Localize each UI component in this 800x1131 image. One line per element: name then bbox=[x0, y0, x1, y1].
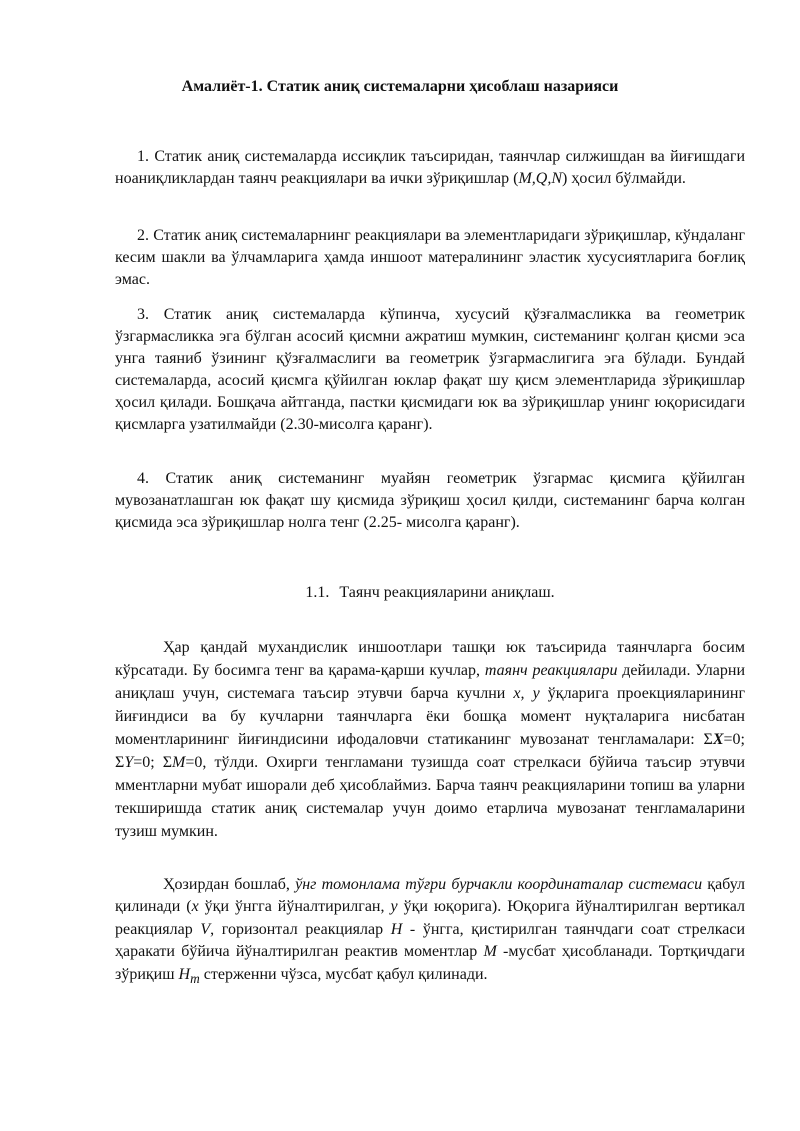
paragraph-3-text: 3. Статик аниқ системаларда кўпинча, хусусий қўзғалмасликка ва геометрик ўзгармасликка эга бўлган асосий қисмни ажратиш мумкин, системанинг қолган қисми эса унга таяниб ўзининг қўзғалмаслиги ва геометрик ўзгармаслигига эга бўлади. Бундай системаларда, асосий қисмга қўйилган юклар фақат шу қисм элементларида зўриқишлар ҳосил қилади. Бошқача айтганда, пастки қисмидаги юк ва зўриқишлар унинг юқорисидаги қисмларга узатилмайди (2.30-мисолга қаранг). bbox=[115, 306, 745, 433]
paragraph-3 bbox=[115, 304, 745, 436]
paragraph-6-text-b: қабул қилинади ( bbox=[115, 876, 745, 916]
section-subheading bbox=[0, 582, 800, 604]
axis-y: y bbox=[390, 898, 398, 916]
subheading-text: Таянч реакцияларини аниқлаш. bbox=[339, 584, 555, 601]
paragraph-5 bbox=[115, 636, 745, 843]
paragraph-1-text: 1. Статик аниқ системаларда иссиқлик таъсиридан, таянчлар силжишдан ва йиғишдаги ноаниқликлардан таянч реакциялари ва ички зўриқишлар ( bbox=[115, 148, 745, 187]
paragraph-5-text-b: дейилади. Уларни аниқлаш учун, системага таъсир этувчи барча кучлни bbox=[115, 662, 746, 702]
paragraph-6-text-d: ўқи юқорига). Юқорига йўналтирилган вертикал реакциялар bbox=[115, 898, 746, 938]
equation-y: Y bbox=[124, 754, 134, 771]
symbol-m: M bbox=[483, 943, 497, 961]
paragraph-5-text-d: =0; Σ bbox=[115, 731, 745, 771]
paragraph-6-text-c: ўқи ўнгга йўналтирилган, bbox=[198, 898, 391, 916]
symbol-h: H bbox=[390, 920, 403, 938]
paragraph-6-term: ўнг томонлама тўғри бурчакли координаталар системаси bbox=[295, 876, 703, 893]
paragraph-2-text: 2. Статик аниқ системаларнинг реакциялари ва элементларидаги зўриқишлар, кўндаланг кесим шакли ва ўлчамларига ҳамда иншоот матералининг эластик хусусиятларига боғлиқ эмас. bbox=[115, 227, 745, 288]
subheading-number: 1.1. bbox=[305, 584, 330, 601]
paragraph-1 bbox=[115, 146, 745, 190]
paragraph-2 bbox=[115, 225, 745, 291]
symbol-hm-subscript: m bbox=[190, 970, 200, 986]
paragraph-4 bbox=[115, 468, 745, 534]
axis-x: x bbox=[191, 898, 199, 916]
paragraph-5-axes: x, y bbox=[513, 685, 540, 702]
paragraph-6-text-h: стерженни чўзса, мусбат қабул қилинади. bbox=[199, 965, 488, 983]
paragraph-5-text-a: Ҳар қандай мухандислик иншоотлари ташқи юк таъсирида таянчларга босим кўрсатади. Бу босимга тенг ва қарама-қарши кучлар, bbox=[115, 639, 745, 679]
page-title: Амалиёт-1. Статик аниқ системаларни ҳисоблаш назарияси bbox=[181, 78, 619, 95]
paragraph-4-text: 4. Статик аниқ системанинг муайян геометрик ўзгармас қисмига қўйилган мувозанатлашган юк фақат шу қисмида зўриқиш ҳосил қилди, системанинг барча колган қисмида эса зўриқишлар нолга тенг (2.25- мисолга қаранг). bbox=[115, 470, 745, 531]
paragraph-5-text-f: =0, тўлди. Охирги тенгламани тузишда соат стрелкаси бўйича таъсир этувчи мментларни мубат ишорали деб ҳисоблаймиз. Барча таянч реакцияларини топиш ва уларни текширишда статик аниқ системалар учун доимо етарлича мувозанат тенгламаларини тузиш мумкин. bbox=[115, 754, 745, 840]
paragraph-6 bbox=[115, 874, 745, 990]
paragraph-6-text-e: , горизонтал реакциялар bbox=[210, 920, 391, 938]
paragraph-5-text-e: =0; Σ bbox=[133, 754, 173, 771]
paragraph-5-text-c: ўқларига проекцияларининг йиғиндиси ва бу кучларни таянчларга ёки бошқа момент нуқталарига нисбатан моментларининг йиғиндисини ифодаловчи статиканинг мувозанат тенгламалари: Σ bbox=[115, 685, 746, 748]
equation-x: X bbox=[712, 731, 724, 748]
symbol-v: V bbox=[200, 920, 211, 938]
paragraph-6-text-a: Ҳозирдан бошлаб, bbox=[163, 876, 296, 893]
equation-m: M bbox=[172, 754, 186, 771]
paragraph-1-vars: M,Q,N bbox=[518, 170, 563, 187]
paragraph-6-text-g: -мусбат ҳисобланади. Тортқичдаги зўриқиш bbox=[115, 943, 745, 983]
paragraph-5-term: таянч реакциялари bbox=[484, 662, 618, 679]
paragraph-6-text-f: - ўнгга, қистирилган таянчдаги соат стрелкаси ҳаракати бўйича йўналтирилган реактив моментлар bbox=[115, 920, 746, 961]
symbol-hm: H bbox=[178, 965, 191, 983]
paragraph-1-end: ) ҳосил бўлмайди. bbox=[562, 170, 686, 187]
